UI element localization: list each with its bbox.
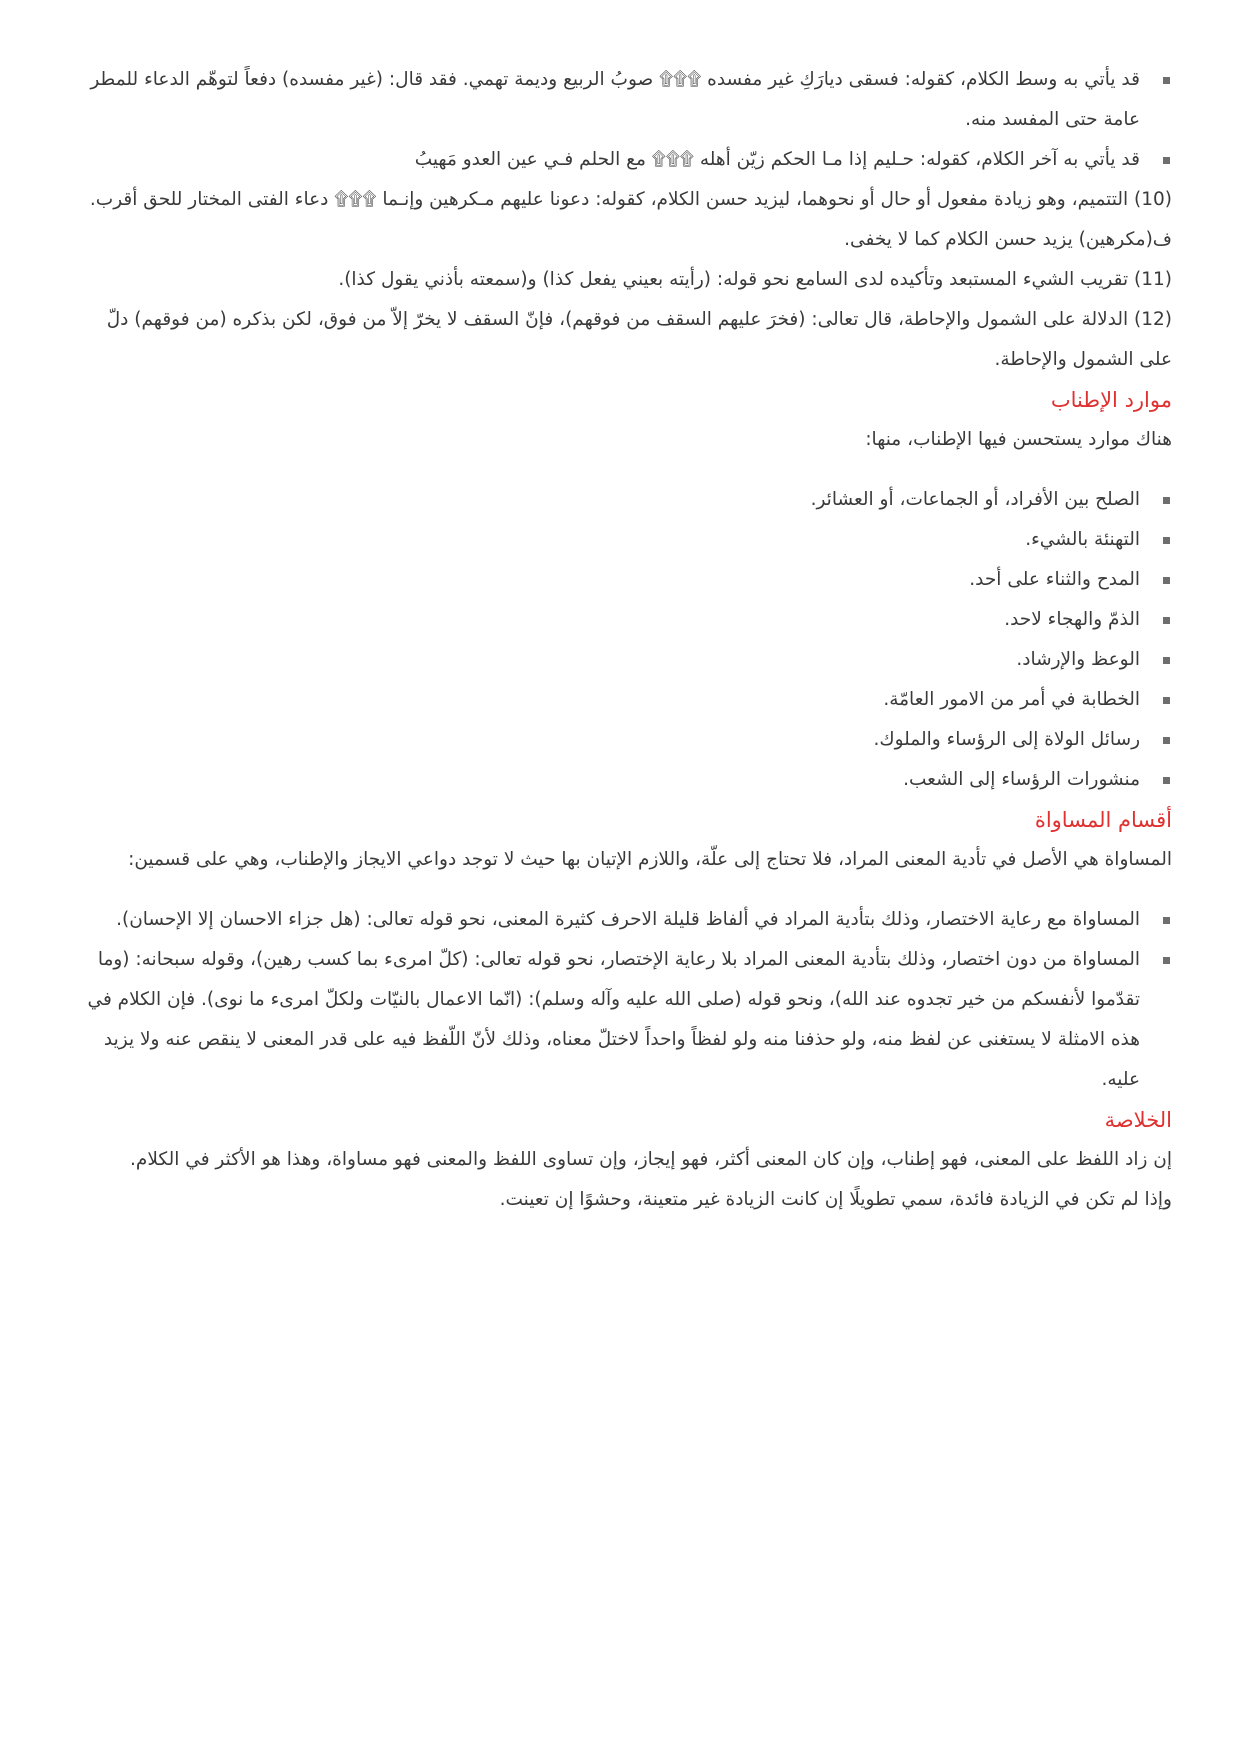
list-item: التهنئة بالشيء. (80, 520, 1140, 560)
khulasa-paragraph-2: وإذا لم تكن في الزيادة فائدة، سمي تطويلًا إن كانت الزيادة غير متعينة، وحشوًا إن تعينت. (499, 1189, 1172, 1210)
itnab-intro: هناك موارد يستحسن فيها الإطناب، منها: (865, 429, 1172, 450)
section-title-itnab: موارد الإطناب (1050, 388, 1172, 412)
itnab-list (80, 480, 1172, 800)
section-title-khulasa: الخلاصة (1104, 1108, 1172, 1132)
list-item: رسائل الولاة إلى الرؤساء والملوك. (80, 720, 1140, 760)
list-item: قد يأتي به وسط الكلام، كقوله: فسقى ديارَكِ غير مفسده ۩۩۩ صوبُ الربيع وديمة تهمي. فقد قال: (غير مفسده) دفعاً لتوهّم الدعاء للمطر عامة حتى المفسد منه. (80, 60, 1140, 140)
section-title-musawat: أقسام المساواة (1034, 808, 1172, 832)
musawat-intro: المساواة هي الأصل في تأدية المعنى المراد، فلا تحتاج إلى علّة، واللازم الإتيان بها حيث لا توجد دواعي الايجاز والإطناب، وهي على قسمين: (128, 849, 1172, 870)
tatmim-examples-list (80, 60, 1172, 180)
list-item: الوعظ والإرشاد. (80, 640, 1140, 680)
list-item: المدح والثناء على أحد. (80, 560, 1140, 600)
musawat-list (80, 900, 1172, 1100)
list-item: الخطابة في أمر من الامور العامّة. (80, 680, 1140, 720)
paragraph-12: (12) الدلالة على الشمول والإحاطة، قال تعالى: (فخرَ عليهم السقف من فوقهم)، فإنّ السقف لا يخرّ إلاّ من فوق، لكن بذكره (من فوقهم) دلّ على الشمول والإحاطة. (106, 309, 1172, 370)
list-item: الذمّ والهجاء لاحد. (80, 600, 1140, 640)
paragraph-10: (10) التتميم، وهو زيادة مفعول أو حال أو نحوهما، ليزيد حسن الكلام، كقوله: دعونا عليهم مـكرهين وإنـما ۩۩۩ دعاء الفتى المختار للحق أقرب. ف(مكرهين) يزيد حسن الكلام كما لا يخفى. (89, 189, 1172, 250)
list-item: المساواة من دون اختصار، وذلك بتأدية المعنى المراد بلا رعاية الإختصار، نحو قوله تعالى: (كلّ امرىء بما كسب رهين)، وقوله سبحانه: (وما تقدّموا لأنفسكم من خير تجدوه عند الله)، ونحو قوله (صلى الله عليه وآله وسلم): (انّما الاعمال بالنيّات ولكلّ امرىء ما نوى). فإن الكلام في هذه الامثلة لا يستغنى عن لفظ منه، ولو حذفنا منه ولو لفظاً واحداً لاختلّ معناه، وذلك لأنّ اللّفظ فيه على قدر المعنى لا ينقص عنه ولا يزيد عليه. (80, 940, 1140, 1100)
list-item: منشورات الرؤساء إلى الشعب. (80, 760, 1140, 800)
list-item: قد يأتي به آخر الكلام، كقوله: حـليم إذا مـا الحكم زيّن أهله ۩۩۩ مع الحلم فـي عين العدو مَهيبُ (80, 140, 1140, 180)
khulasa-paragraph-1: إن زاد اللفظ على المعنى، فهو إطناب، وإن كان المعنى أكثر، فهو إيجاز، وإن تساوى اللفظ والمعنى فهو مساواة، وهذا هو الأكثر في الكلام. (130, 1149, 1172, 1170)
list-item: الصلح بين الأفراد، أو الجماعات، أو العشائر. (80, 480, 1140, 520)
paragraph-11: (11) تقريب الشيء المستبعد وتأكيده لدى السامع نحو قوله: (رأيته بعيني يفعل كذا) و(سمعته بأذني يقول كذا). (338, 269, 1172, 290)
list-item: المساواة مع رعاية الاختصار، وذلك بتأدية المراد في ألفاظ قليلة الاحرف كثيرة المعنى، نحو قوله تعالى: (هل جزاء الاحسان إلا الإحسان). (80, 900, 1140, 940)
